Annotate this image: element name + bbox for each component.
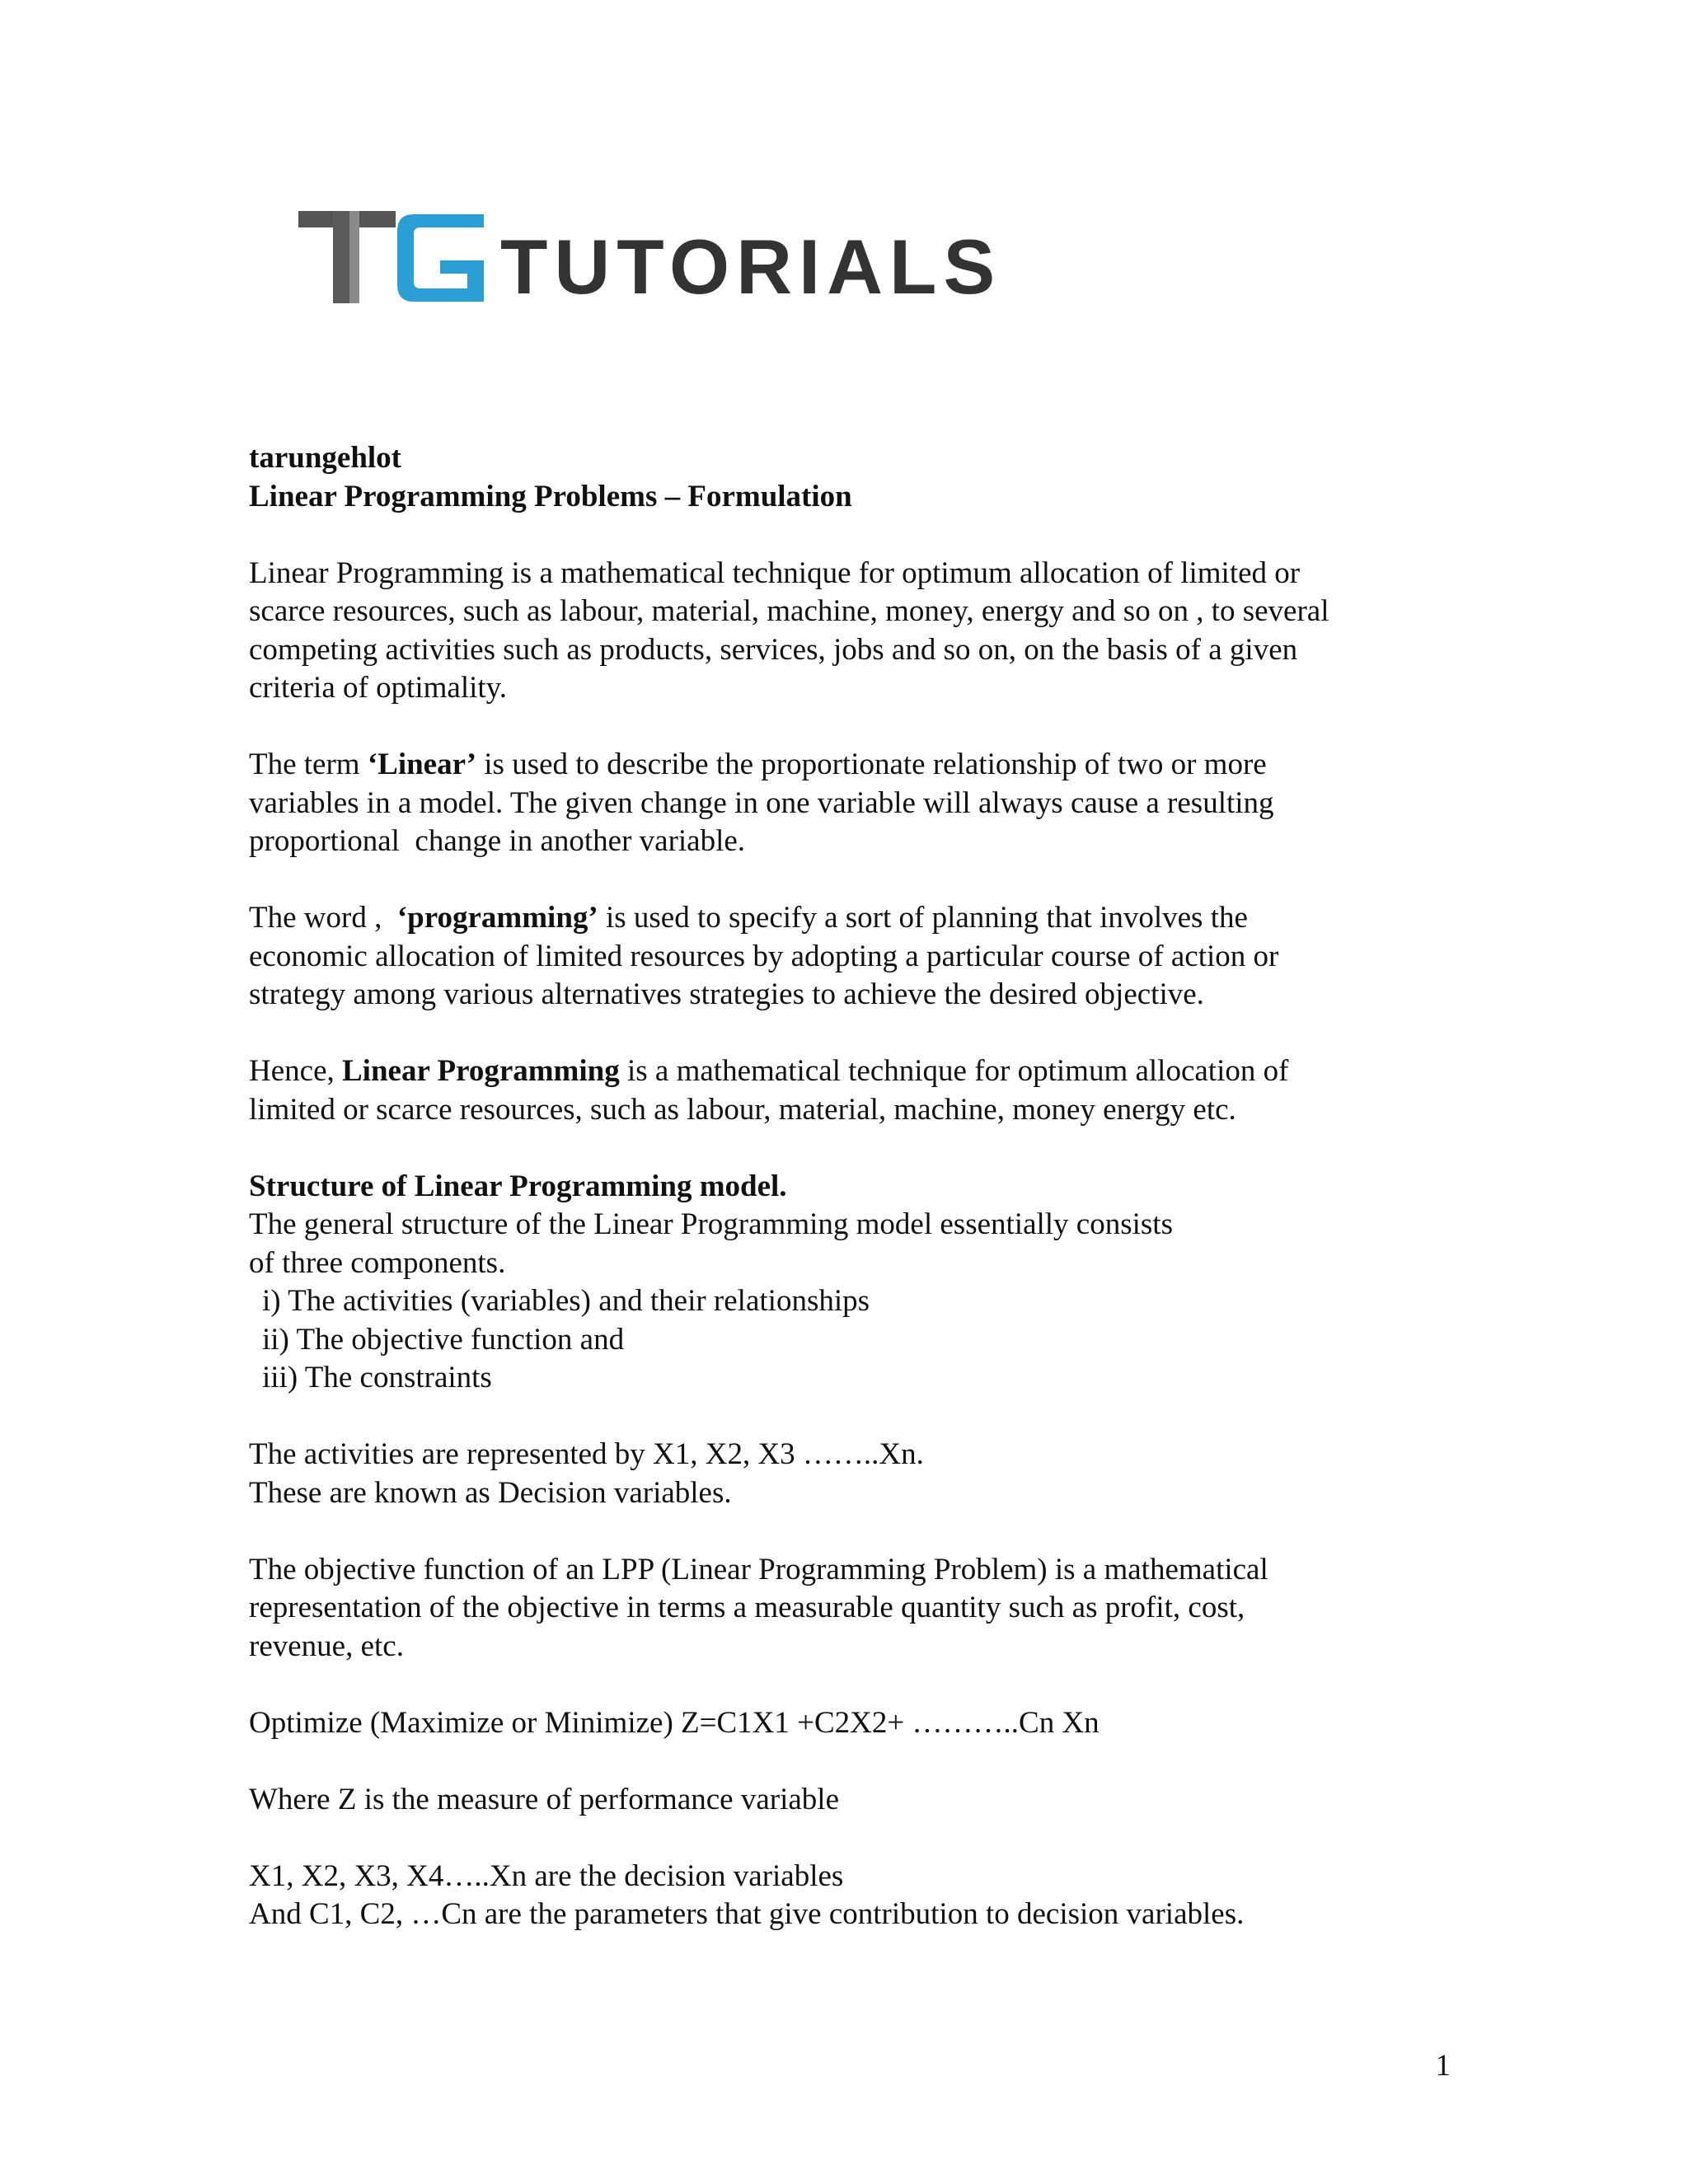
- logo-text: TUTORIALS: [500, 223, 1002, 310]
- term-programming: ‘programming’: [396, 901, 598, 935]
- hence-para-line: Hence, Linear Programming is a mathematical technique for optimum allocation of: [249, 1054, 1289, 1088]
- document-title: Linear Programming Problems – Formulation: [249, 479, 852, 513]
- intro-line: Linear Programming is a mathematical technique for optimum allocation of limited or: [249, 555, 1301, 590]
- structure-line: The general structure of the Linear Programming model essentially consists: [249, 1207, 1173, 1241]
- tg-tutorials-logo: [298, 196, 1428, 312]
- programming-para-line: economic allocation of limited resources by adopting a particular course of action or: [249, 939, 1279, 973]
- linear-para-line: The term ‘Linear’ is used to describe the proportionate relationship of two or more: [249, 748, 1267, 781]
- linear-para-line: proportional change in another variable.: [249, 824, 746, 858]
- intro-line: competing activities such as products, services, jobs and so on, on the basis of a given: [249, 632, 1298, 667]
- term-linear: ‘Linear’: [367, 748, 477, 781]
- document-body: [249, 439, 1452, 1934]
- programming-para-line: The word , ‘programming’ is used to specify a sort of planning that involves the: [249, 901, 1248, 935]
- logo-graphic: [298, 196, 1428, 312]
- list-item: i) The activities (variables) and their relationships: [262, 1284, 870, 1318]
- structure-line: of three components.: [249, 1245, 506, 1280]
- objective-line: The objective function of an LPP (Linear Programming Problem) is a mathematical: [249, 1552, 1268, 1586]
- hence-para-line: limited or scarce resources, such as labour, material, machine, money energy etc.: [249, 1092, 1236, 1127]
- optimize-formula: Optimize (Maximize or Minimize) Z=C1X1 +C2X2+ ………..Cn Xn: [249, 1705, 1100, 1740]
- author-name: tarungehlot: [249, 441, 401, 475]
- list-item: ii) The objective function and: [262, 1322, 625, 1357]
- objective-line: revenue, etc.: [249, 1629, 404, 1663]
- term-linear-programming: Linear Programming: [342, 1054, 620, 1088]
- where-z-line: Where Z is the measure of performance variable: [249, 1782, 839, 1816]
- activities-line: These are known as Decision variables.: [249, 1475, 732, 1510]
- linear-para-line: variables in a model. The given change in one variable will always cause a resulting: [249, 785, 1274, 820]
- page-number: 1: [1435, 2049, 1451, 2083]
- structure-heading: Structure of Linear Programming model.: [249, 1169, 787, 1203]
- intro-line: criteria of optimality.: [249, 671, 508, 705]
- objective-line: representation of the objective in terms a measurable quantity such as profit, cost,: [249, 1591, 1245, 1624]
- decision-line: And C1, C2, …Cn are the parameters that give contribution to decision variables.: [249, 1897, 1245, 1931]
- intro-line: scarce resources, such as labour, material, machine, money, energy and so on , to several: [249, 594, 1329, 628]
- programming-para-line: strategy among various alternatives strategies to achieve the desired objective.: [249, 977, 1204, 1011]
- list-item: iii) The constraints: [262, 1361, 492, 1394]
- decision-line: X1, X2, X3, X4…..Xn are the decision variables: [249, 1858, 844, 1893]
- activities-line: The activities are represented by X1, X2, X3 ……..Xn.: [249, 1437, 924, 1471]
